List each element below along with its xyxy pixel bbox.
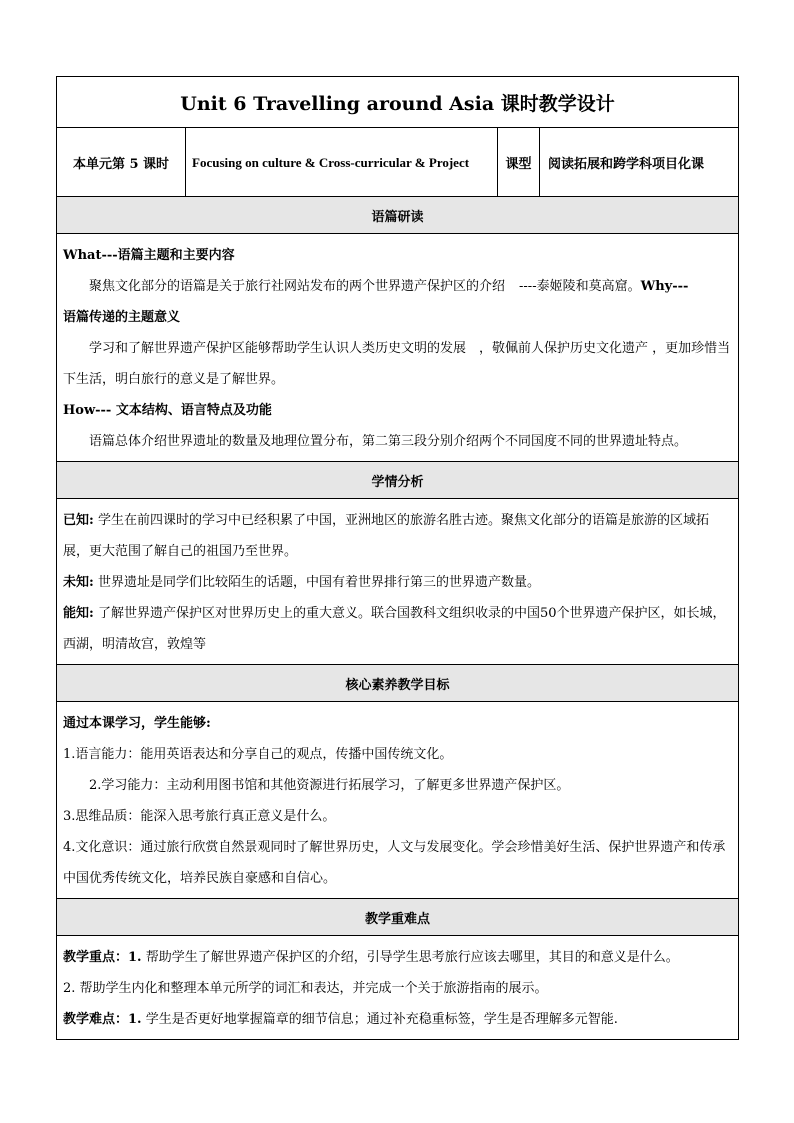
text-analysis-content: [57, 234, 739, 462]
how-paragraph: 语篇总体介绍世界遗址的数量及地理位置分布，第二第三段分别介绍两个不同国度不同的世界遗址特点。: [89, 434, 688, 449]
lesson-plan-document: [56, 76, 738, 1040]
unknown-text: 世界遗址是同学们比较陌生的话题，中国有着世界排行第三的世界遗产数量。: [93, 575, 540, 590]
section-heading-text-analysis: 语篇研读: [57, 197, 739, 234]
section-heading-student-analysis: 学情分析: [57, 462, 739, 499]
key-point-paragraph-2: 2. 帮助学生内化和整理本单元所学的词汇和表达，并完成一个关于旅游指南的展示。: [63, 981, 548, 996]
lesson-type-label: 课型: [498, 128, 540, 197]
objective-item: 4.文化意识：通过旅行欣赏自然景观同时了解世界历史，人文与发展变化。学会珍惜美好生活、保护世界遗产和传承中国优秀传统文化，培养民族自豪感和自信心。: [63, 840, 726, 886]
objective-item: 3.思维品质：能深入思考旅行真正意义是什么。: [63, 809, 336, 824]
lesson-plan-table: [56, 76, 739, 1040]
objective-item: 1.语言能力：能用英语表达和分享自己的观点，传播中国传统文化。: [63, 747, 453, 762]
unknown-paragraph: [63, 567, 732, 598]
what-paragraph: [63, 271, 732, 302]
what-examples: ----泰姬陵和莫高窟: [519, 279, 628, 294]
able-label: 能知:: [63, 606, 94, 621]
section-heading-key-points: 教学重难点: [57, 899, 739, 936]
key-points-content: [57, 936, 739, 1040]
difficulty-label: 教学难点：1.: [63, 1012, 142, 1027]
key-point-label: 教学重点：1.: [63, 950, 142, 965]
able-paragraph: [63, 598, 732, 660]
objective-item: 2.学习能力：主动利用图书馆和其他资源进行拓展学习，了解更多世界遗产保护区。: [89, 778, 570, 793]
why-label-inline: Why---: [640, 279, 689, 294]
lesson-number-label: 本单元第 5 课时: [57, 128, 186, 197]
key-point-paragraph: [63, 942, 732, 973]
why-label: 语篇传递的主题意义: [63, 310, 181, 325]
known-label: 已知:: [63, 513, 94, 528]
lesson-type-value: 阅读拓展和跨学科项目化课: [540, 128, 739, 197]
objectives-intro: 通过本课学习，学生能够:: [63, 716, 211, 731]
section-heading-core-objectives: 核心素养教学目标: [57, 665, 739, 702]
known-paragraph: [63, 505, 732, 567]
page-title: Unit 6 Travelling around Asia 课时教学设计: [57, 77, 739, 128]
core-objectives-content: [57, 702, 739, 899]
difficulty-text: 学生是否更好地掌握篇章的细节信息；通过补充稳重标签，学生是否理解多元智能.: [141, 1012, 618, 1027]
what-text: 聚焦文化部分的语篇是关于旅行社网站发布的两个世界遗产保护区的介绍: [89, 279, 506, 294]
student-analysis-content: [57, 499, 739, 665]
what-text-end: 。: [627, 279, 641, 294]
why-paragraph: 学习和了解世界遗产保护区能够帮助学生认识人类历史文明的发展 ，敬佩前人保护历史文化遗产 ，更加珍惜当下生活，明白旅行的意义是了解世界。: [63, 341, 731, 387]
lesson-info-row: [57, 128, 739, 197]
known-text: 学生在前四课时的学习中已经积累了中国，亚洲地区的旅游名胜古迹。聚焦文化部分的语篇是旅游的区域拓展，更大范围了解自己的祖国乃至世界。: [63, 513, 709, 559]
difficulty-paragraph: [63, 1004, 732, 1035]
key-point-text: 帮助学生了解世界遗产保护区的介绍，引导学生思考旅行应该去哪里，其目的和意义是什么。: [141, 950, 679, 965]
lesson-topic: Focusing on culture & Cross-curricular & Project: [186, 128, 498, 197]
what-label: What---语篇主题和主要内容: [63, 248, 235, 263]
unknown-label: 未知:: [63, 575, 94, 590]
able-text: 了解世界遗产保护区对世界历史上的重大意义。联合国教科文组织收录的中国50个世界遗产保护区，如长城，西湖，明清故宫，敦煌等: [63, 606, 726, 652]
how-label: How--- 文本结构、语言特点及功能: [63, 403, 272, 418]
